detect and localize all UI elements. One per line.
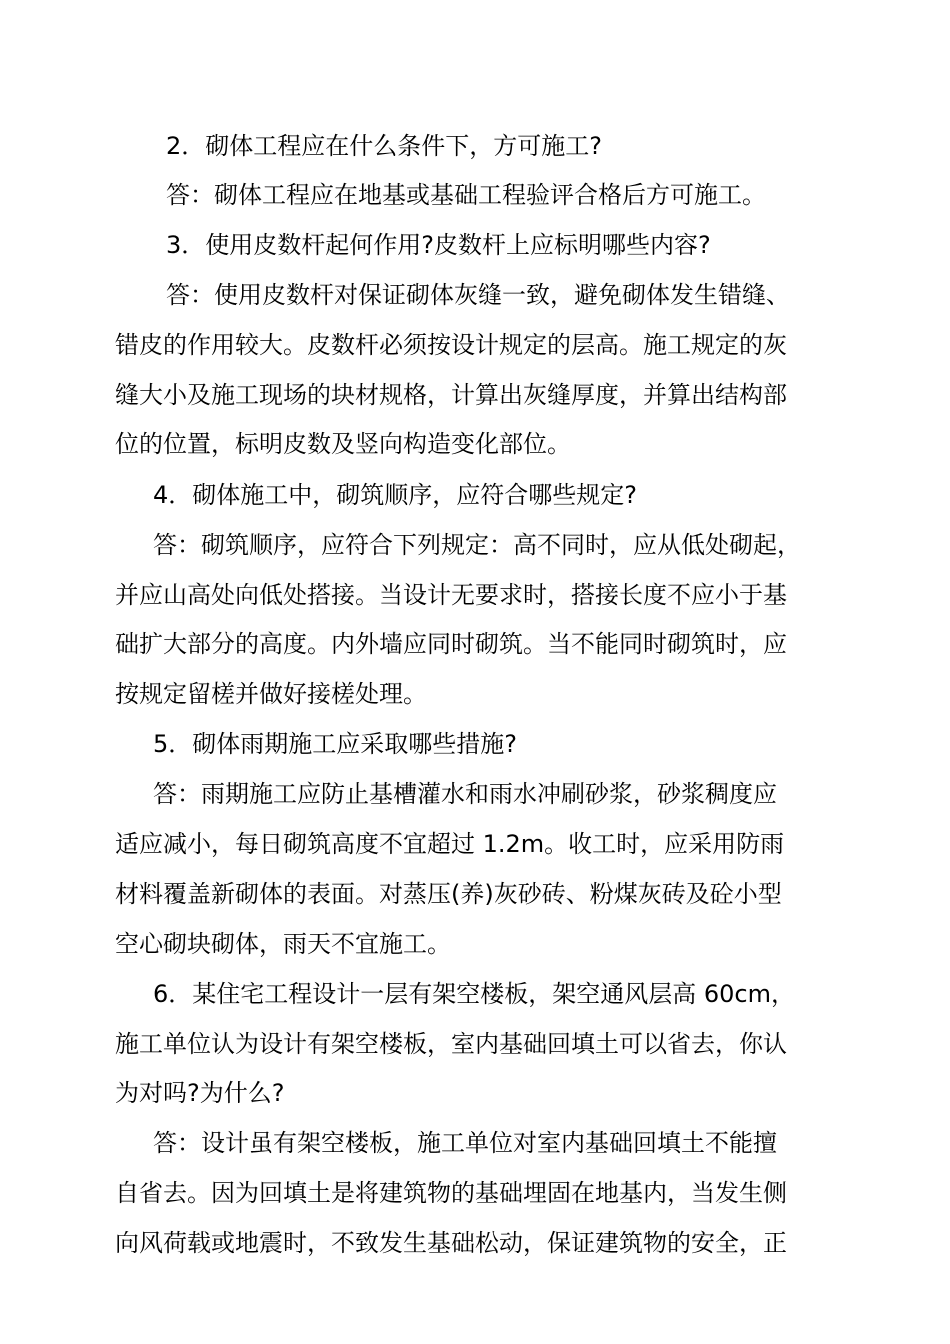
question-6-line-2: 施工单位认为设计有架空楼板，室内基础回填土可以省去，你认 — [115, 1030, 787, 1058]
question-2: 2．砌体工程应在什么条件下，方可施工? — [166, 132, 603, 160]
answer-3-line-1: 答：使用皮数杆对保证砌体灰缝一致，避免砌体发生错缝、 — [166, 281, 790, 309]
answer-5-line-1: 答：雨期施工应防止基槽灌水和雨水冲刷砂浆，砂浆稠度应 — [153, 780, 777, 808]
answer-6-line-2: 自省去。因为回填土是将建筑物的基础埋固在地基内，当发生侧 — [115, 1179, 787, 1207]
question-6-line-3: 为对吗?为什么? — [115, 1079, 285, 1107]
answer-5-line-3: 材料覆盖新砌体的表面。对蒸压(养)灰砂砖、粉煤灰砖及砼小型 — [115, 880, 782, 908]
answer-4-line-4: 按规定留槎并做好接槎处理。 — [115, 680, 427, 708]
answer-6-line-3: 向风荷载或地震时，不致发生基础松动，保证建筑物的安全，正 — [115, 1229, 787, 1257]
answer-5-line-2: 适应减小，每日砌筑高度不宜超过 1.2m。收工时，应采用防雨 — [115, 830, 785, 858]
answer-3-line-3: 缝大小及施工现场的块材规格，计算出灰缝厚度，并算出结构部 — [115, 381, 787, 409]
answer-4-line-2: 并应山高处向低处搭接。当设计无要求时，搭接长度不应小于基 — [115, 581, 787, 609]
question-6-line-1: 6．某住宅工程设计一层有架空楼板，架空通风层高 60cm， — [153, 980, 796, 1008]
answer-5-line-4: 空心砌块砌体，雨天不宜施工。 — [115, 930, 451, 958]
question-3: 3．使用皮数杆起何作用?皮数杆上应标明哪些内容? — [166, 231, 711, 259]
answer-6-line-1: 答：设计虽有架空楼板，施工单位对室内基础回填土不能擅 — [153, 1129, 777, 1157]
answer-2: 答：砌体工程应在地基或基础工程验评合格后方可施工。 — [166, 181, 766, 209]
question-4: 4．砌体施工中，砌筑顺序，应符合哪些规定? — [153, 481, 638, 509]
answer-4-line-3: 础扩大部分的高度。内外墙应同时砌筑。当不能同时砌筑时，应 — [115, 630, 787, 658]
answer-3-line-2: 错皮的作用较大。皮数杆必须按设计规定的层高。施工规定的灰 — [115, 331, 787, 359]
answer-4-line-1: 答：砌筑顺序，应符合下列规定：高不同时，应从低处砌起， — [153, 531, 801, 559]
answer-3-line-4: 位的位置，标明皮数及竖向构造变化部位。 — [115, 430, 571, 458]
question-5: 5．砌体雨期施工应采取哪些措施? — [153, 730, 518, 758]
